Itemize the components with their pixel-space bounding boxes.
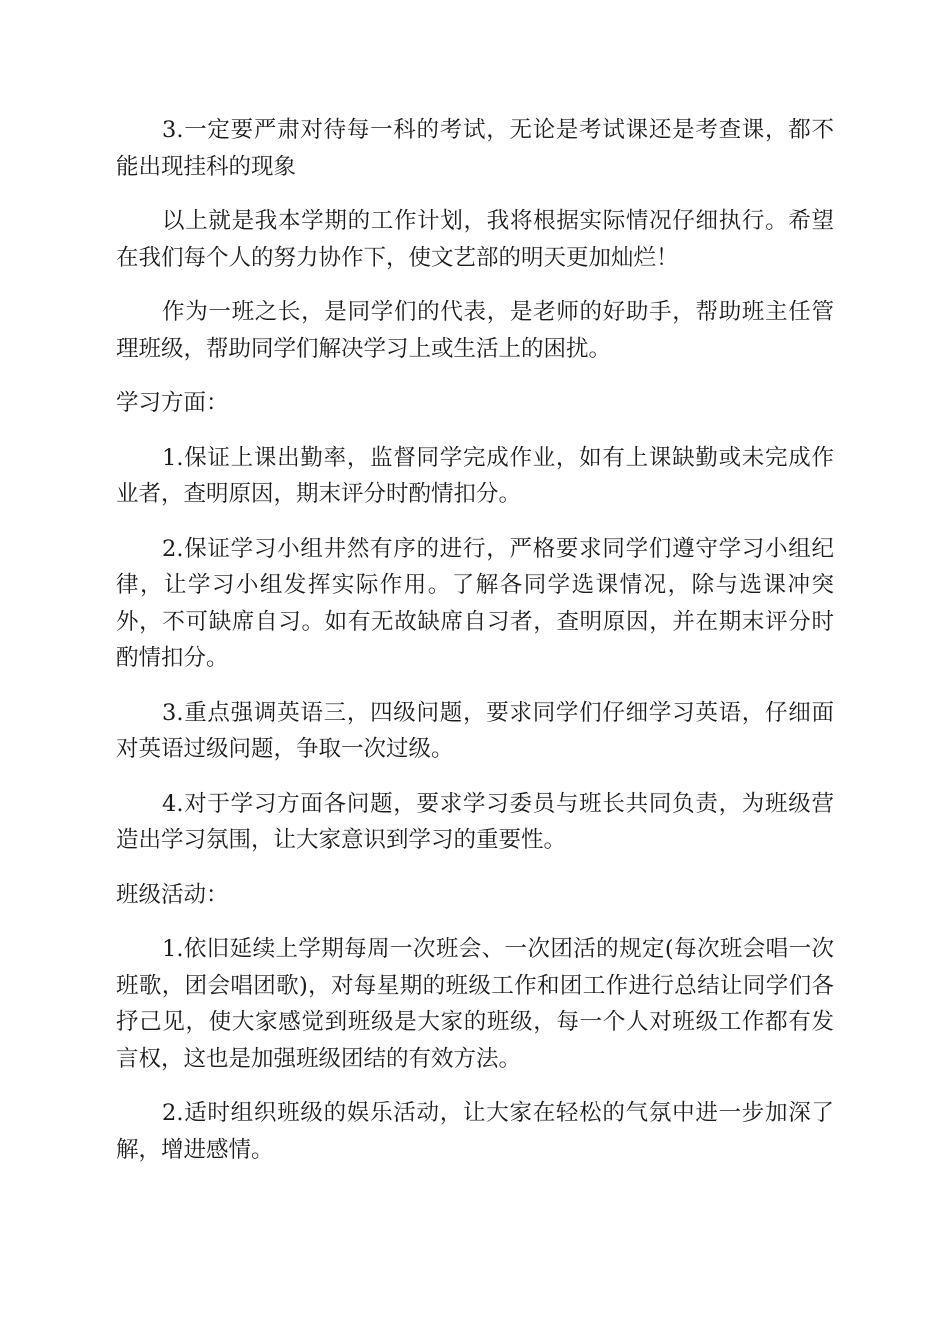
document-body: [116, 112, 834, 1186]
paragraph-study-item-2: 2.保证学习小组井然有序的进行，严格要求同学们遵守学习小组纪律，让学习小组发挥实际作用。了解各同学选课情况，除与选课冲突外，不可缺席自习。如有无故缺席自习者，查明原因，并在期末评分时酌情扣分。: [116, 535, 834, 671]
paragraph-study-item-1: 1.保证上课出勤率，监督同学完成作业，如有上课缺勤或未完成作业者，查明原因，期末评分时酌情扣分。: [116, 444, 834, 507]
section-heading-activities: 班级活动：: [116, 881, 229, 908]
paragraph-activity-item-2: 2.适时组织班级的娱乐活动，让大家在轻松的气氛中进一步加深了解，增进感情。: [116, 1100, 834, 1163]
paragraph-activity-item-1: 1.依旧延续上学期每周一次班会、一次团活的规定(每次班会唱一次班歌，团会唱团歌)，对每星期的班级工作和团工作进行总结让同学们各抒己见，使大家感觉到班级是大家的班级，每一个人对班级工作都有发言权，这也是加强班级团结的有效方法。: [116, 936, 834, 1072]
paragraph-study-item-3: 3.重点强调英语三，四级问题，要求同学们仔细学习英语，仔细面对英语过级问题，争取一次过级。: [116, 699, 834, 762]
paragraph-plan-conclusion: 以上就是我本学期的工作计划，我将根据实际情况仔细执行。希望在我们每个人的努力协作下，使文艺部的明天更加灿烂！: [116, 208, 834, 271]
paragraph-monitor-role: 作为一班之长，是同学们的代表，是老师的好助手，帮助班主任管理班级，帮助同学们解决学习上或生活上的困扰。: [116, 299, 834, 362]
section-heading-study: 学习方面：: [116, 390, 229, 416]
paragraph-exam-attitude: 3.一定要严肃对待每一科的考试，无论是考试课还是考查课，都不能出现挂科的现象: [116, 117, 834, 180]
paragraph-study-item-4: 4.对于学习方面各问题，要求学习委员与班长共同负责，为班级营造出学习氛围，让大家意识到学习的重要性。: [116, 790, 834, 853]
